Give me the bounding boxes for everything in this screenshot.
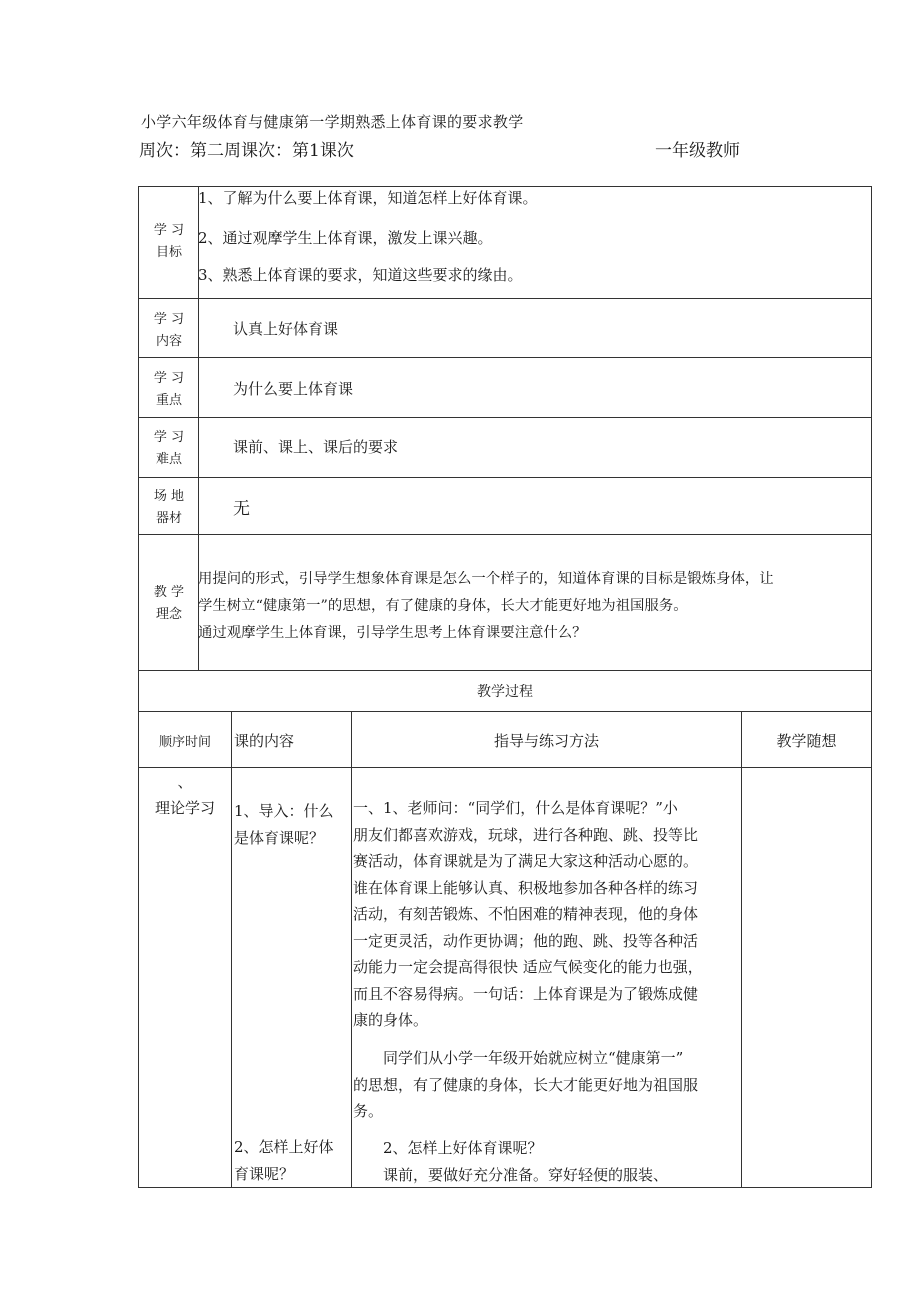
document-title: 小学六年级体育与健康第一学期熟悉上体育课的要求教学 bbox=[141, 113, 524, 131]
content-item-1: 1、导入：什么 是体育课呢？ bbox=[234, 802, 334, 847]
order-mark: 、 bbox=[177, 773, 193, 791]
difficulty-label: 学 习 难点 bbox=[153, 430, 185, 467]
venue-label: 场 地 器材 bbox=[153, 489, 185, 526]
method-section-2-line: 课前，要做好充分准备。穿好轻便的服装、 bbox=[383, 1166, 669, 1184]
key-point-label: 学 习 重点 bbox=[153, 371, 185, 408]
method-paragraph-1: 一、1、老师问：“同学们，什么是体育课呢？”小 朋友们都喜欢游戏，玩球，进行各种跑、跳、投等比 赛活动，体育课就是为了满足大家这种活动心愿的。 谁在体育课上能够认真、积极地参加各种各样的练习 活动，有刻苦锻炼、不怕困难的精神表现，他的身体 一定更灵活，动作更协调；他的跑、跳、投等各种活 动能力一定会提高得很快 适应气候变化的能力也强， 而且不容易得病。一句话：上体育课是为了锻炼成健 康的身体。 bbox=[353, 799, 703, 1029]
method-paragraph-2: 同学们从小学一年级开始就应树立“健康第一” 的思想，有了健康的身体，长大才能更好地为祖国服 务。 bbox=[353, 1049, 699, 1120]
column-header-reflection: 教学随想 bbox=[776, 732, 837, 750]
philosophy-label: 教 学 理念 bbox=[153, 585, 185, 622]
key-point-value: 为什么要上体育课 bbox=[233, 380, 354, 398]
process-heading: 教学过程 bbox=[477, 684, 533, 700]
goal-item-2: 2、通过观摩学生上体育课，激发上课兴趣。 bbox=[198, 229, 493, 247]
content-label: 学 习 内容 bbox=[153, 312, 185, 349]
goal-item-3: 3、熟悉上体育课的要求，知道这些要求的缘由。 bbox=[198, 266, 523, 284]
order-label: 理论学习 bbox=[154, 799, 215, 817]
teacher-info: 一年级教师 bbox=[655, 141, 740, 161]
philosophy-line-1: 用提问的形式，引导学生想象体育课是怎么一个样子的，知道体育课的目标是锻炼身体，让 bbox=[198, 571, 774, 587]
venue-value: 无 bbox=[233, 499, 250, 519]
week-lesson-info: 周次：第二周课次：第1课次 bbox=[139, 141, 354, 161]
column-header-content: 课的内容 bbox=[234, 732, 295, 750]
content-item-2: 2、怎样上好体 育课呢？ bbox=[234, 1138, 334, 1183]
method-section-2-title: 2、怎样上好体育课呢？ bbox=[383, 1139, 543, 1157]
column-header-order: 顺序时间 bbox=[158, 735, 211, 750]
difficulty-value: 课前、课上、课后的要求 bbox=[233, 438, 399, 456]
goal-item-1: 1、了解为什么要上体育课，知道怎样上好体育课。 bbox=[198, 189, 538, 207]
philosophy-line-2: 学生树立“健康第一”的思想，有了健康的身体，长大才能更好地为祖国服务。 bbox=[198, 598, 688, 614]
column-header-method: 指导与练习方法 bbox=[493, 732, 599, 750]
content-value: 认真上好体育课 bbox=[233, 320, 339, 338]
philosophy-line-3: 通过观摩学生上体育课，引导学生思考上体育课要注意什么？ bbox=[198, 625, 587, 641]
goals-label: 学 习 目标 bbox=[153, 223, 185, 260]
